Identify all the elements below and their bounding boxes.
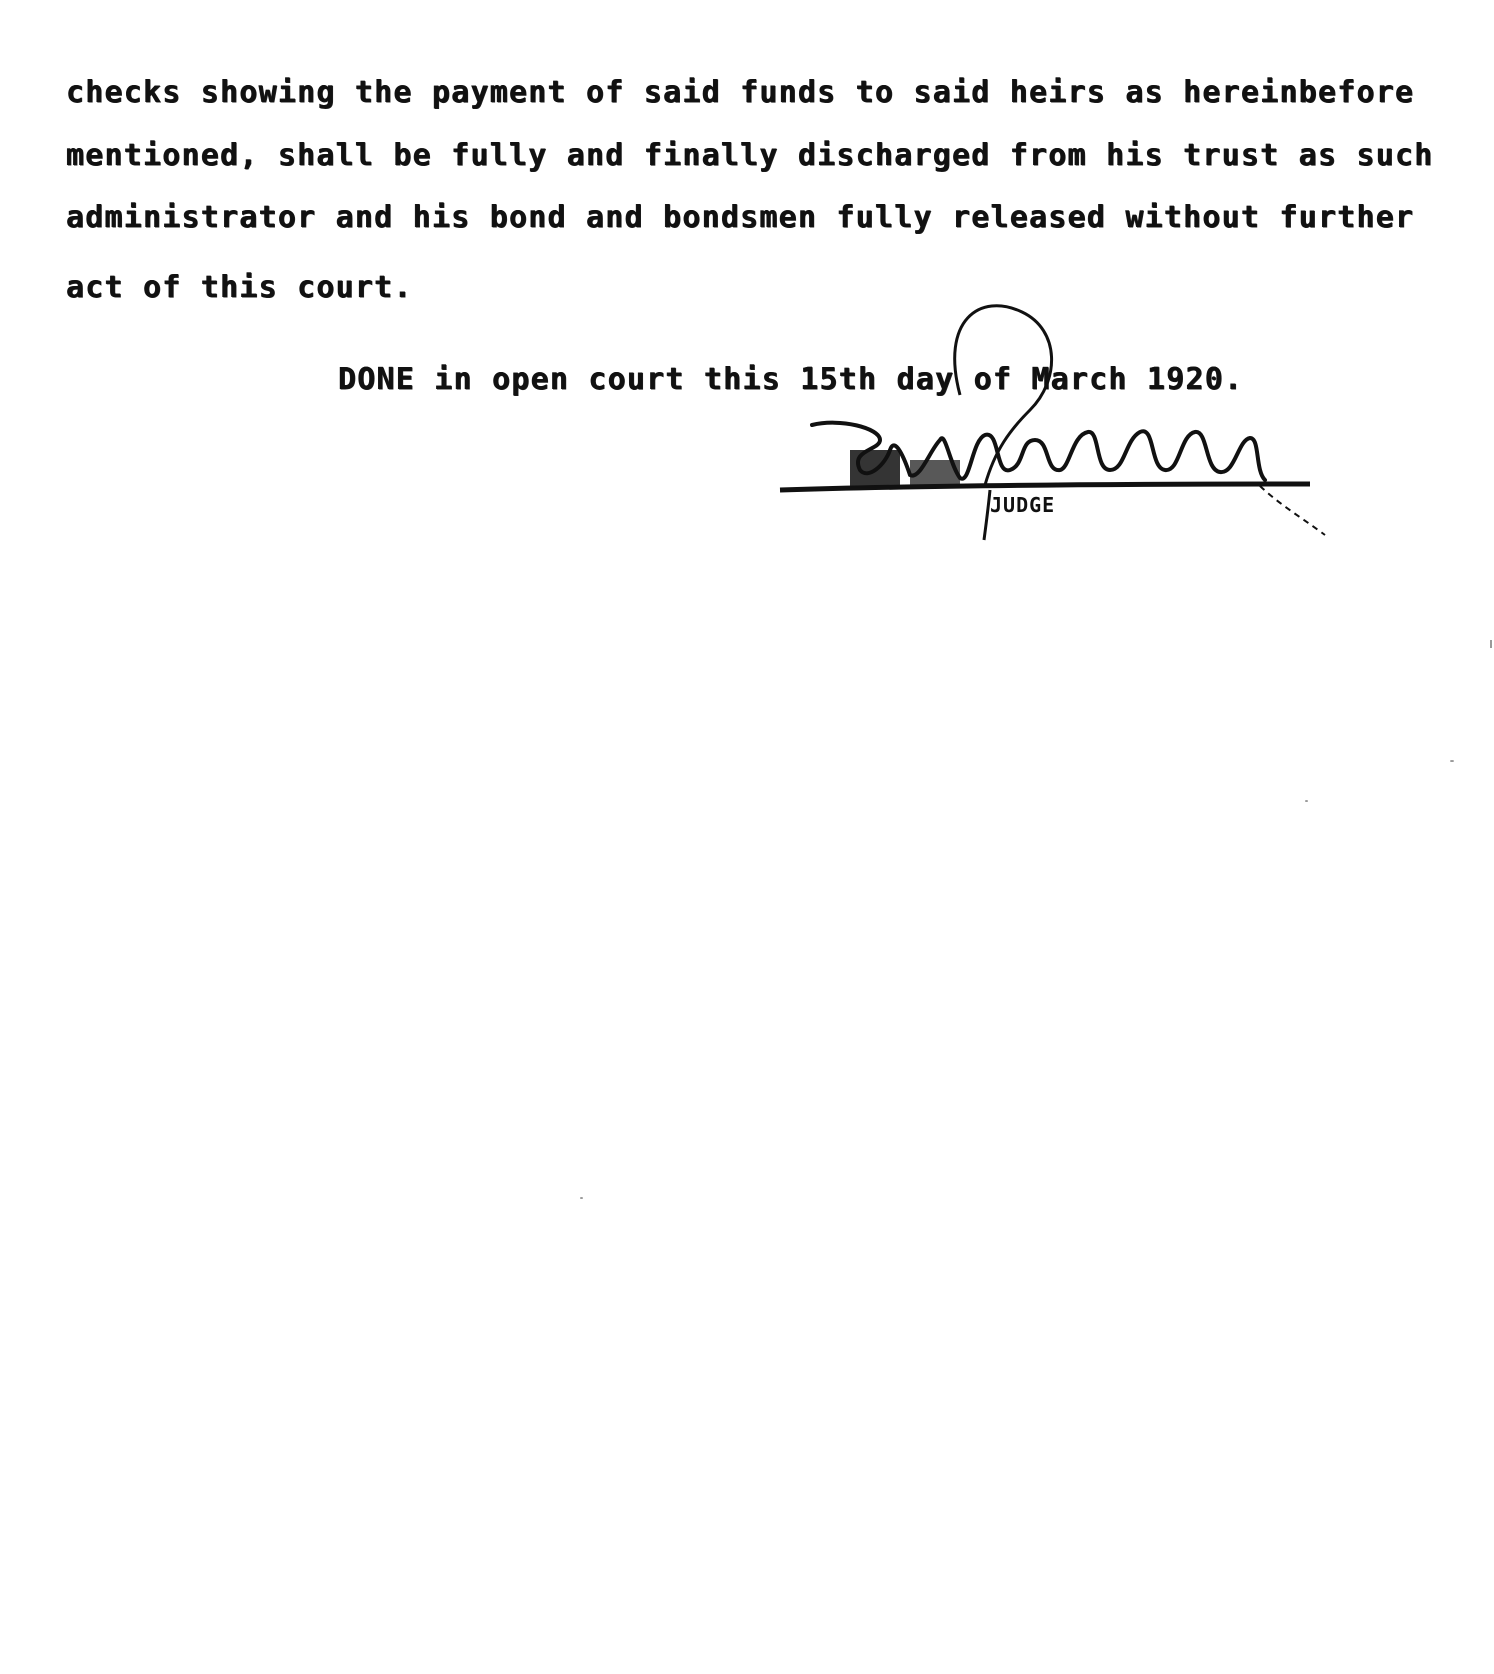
body-line-3: administrator and his bond and bondsmen fully released without further bbox=[66, 200, 1415, 235]
judge-signature bbox=[760, 300, 1380, 580]
body-line-4: act of this court. bbox=[66, 270, 413, 305]
body-line-1: checks showing the payment of said funds to said heirs as hereinbefore bbox=[66, 75, 1415, 110]
body-line-2: mentioned, shall be fully and finally discharged from his trust as such bbox=[66, 138, 1434, 173]
scan-speck bbox=[1490, 640, 1492, 648]
judge-title-label: JUDGE bbox=[990, 493, 1056, 517]
scan-speck bbox=[1450, 760, 1454, 762]
scan-speck bbox=[1305, 800, 1308, 802]
scan-speck bbox=[580, 1197, 583, 1199]
done-in-open-court-line: DONE in open court this 15th day of March 1920. bbox=[338, 362, 1244, 397]
